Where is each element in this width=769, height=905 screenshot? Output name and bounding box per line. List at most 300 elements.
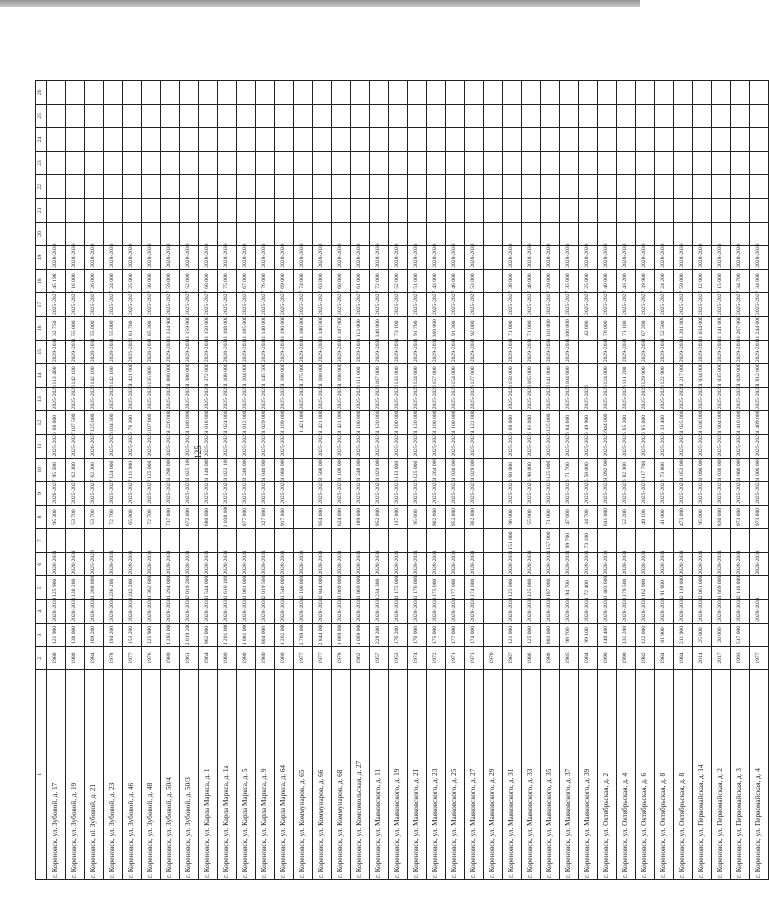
table-cell: 85 300 [142, 316, 161, 340]
table-cell: 2025-2026 [47, 387, 66, 411]
table-cell [484, 128, 503, 152]
address-cell: г. Кореновск, ул. Первомайская, д. 2 [712, 669, 731, 879]
table-cell [541, 151, 560, 175]
table-cell: 2025-2026 [446, 387, 465, 411]
year-cell: 1986 [522, 647, 541, 670]
column-number-5: 5 [36, 576, 47, 600]
table-cell [275, 151, 294, 175]
table-cell [484, 600, 503, 624]
table-cell: 2025-2026 [313, 482, 332, 506]
table-cell: 1 053 000 [674, 458, 693, 482]
table-cell: 2025-2026 [123, 387, 142, 411]
table-cell [750, 623, 769, 647]
table-row [66, 81, 85, 880]
address-cell: г. Кореновск, ул. Первомайская, д. 14 [693, 669, 712, 879]
table-cell [560, 175, 579, 199]
table-cell: 2025-2027 [47, 293, 66, 317]
table-cell: 2028-2030 [237, 246, 256, 270]
table-cell: 2025-2026 [332, 434, 351, 458]
table-cell [427, 81, 446, 105]
table-cell [579, 104, 598, 128]
table-cell [294, 81, 313, 105]
table-cell: 641 000 [598, 505, 617, 529]
table-cell: 60 000 [503, 411, 522, 435]
table-cell: 1 175 000 [389, 576, 408, 600]
table-cell [313, 104, 332, 128]
table-cell: 53 700 [66, 505, 85, 529]
table-cell: 962 000 [199, 623, 218, 647]
table-cell: 67 200 [636, 316, 655, 340]
table-cell: 100 000 [560, 316, 579, 340]
table-cell: 65 800 [123, 505, 142, 529]
table-cell: 830 000 [712, 505, 731, 529]
table-cell [731, 175, 750, 199]
table-cell: 1 004 000 [712, 411, 731, 435]
table-cell: 1 034 000 [693, 316, 712, 340]
table-cell: 2025-2027 [731, 293, 750, 317]
table-cell: 242 200 [123, 576, 142, 600]
table-cell: 2028-2031 [408, 552, 427, 576]
table-cell: 46 000 [446, 269, 465, 293]
table-cell: 1 610 100 [218, 576, 237, 600]
table-cell: 2025-2026 [522, 434, 541, 458]
table-cell: 68 000 [199, 269, 218, 293]
table-cell [332, 222, 351, 246]
table-cell: 174 000 [465, 623, 484, 647]
table-cell [199, 529, 218, 553]
address-cell: г. Кореновск, ул. Карла Маркса, д. 1 [199, 669, 218, 879]
table-cell: 2 118 000 [674, 576, 693, 600]
table-cell [351, 128, 370, 152]
address-cell: г. Кореновск, ул. Маяковского, д. 29 [484, 669, 503, 879]
table-cell: 2028-2031 [579, 600, 598, 624]
table-cell [484, 576, 503, 600]
table-cell [237, 175, 256, 199]
year-cell: 1977 [294, 647, 313, 670]
table-cell [484, 175, 503, 199]
table-cell [142, 199, 161, 223]
table-cell: 2025-2026 [446, 434, 465, 458]
table-cell: 2025-2026 [674, 434, 693, 458]
table-cell: 2025-2026 [275, 482, 294, 506]
address-cell: г. Кореновск, ул. Зубовой, д. 17 [47, 669, 66, 879]
table-cell: 38 000 [503, 269, 522, 293]
table-cell: 1 201 000 [674, 316, 693, 340]
table-cell: 2028-2031 [465, 552, 484, 576]
table-cell [484, 316, 503, 340]
table-cell: 2028-2030 [142, 246, 161, 270]
table-cell [465, 175, 484, 199]
year-cell: 1977 [123, 647, 142, 670]
table-cell: 2 844 000 [313, 576, 332, 600]
table-cell: 2 116 000 [731, 576, 750, 600]
table-cell [522, 151, 541, 175]
address-cell: г. Кореновск, ул. Маяковского, д. 39 [579, 669, 598, 879]
table-cell: 76 000 [256, 269, 275, 293]
table-cell: 2029-2031 [237, 340, 256, 364]
table-cell [351, 151, 370, 175]
table-row [750, 81, 769, 880]
table-cell: 107 500 [66, 411, 85, 435]
table-cell: 138 000 [66, 623, 85, 647]
table-cell [313, 128, 332, 152]
table-cell: 2025-2026 [275, 387, 294, 411]
column-number-11: 11 [36, 434, 47, 458]
table-cell [484, 434, 503, 458]
table-cell [180, 128, 199, 152]
table-cell [332, 81, 351, 105]
table-cell: 2028-2031 [218, 600, 237, 624]
address-cell: г. Кореновск, ул. Октябрьская, д. 2 [598, 669, 617, 879]
table-cell [731, 81, 750, 105]
table-cell: 33 400 [655, 411, 674, 435]
address-cell: г. Кореновск, ул. Октябрьская, д. 8 [655, 669, 674, 879]
table-cell: 111 900 [123, 458, 142, 482]
table-cell: 2025-2027 [66, 434, 85, 458]
table-cell: 1 201 000 [218, 623, 237, 647]
table-cell: 2025-2026 [370, 434, 389, 458]
table-cell: 2025-2026 [199, 482, 218, 506]
table-cell: 20 000 [712, 623, 731, 647]
table-cell [427, 175, 446, 199]
table-cell [560, 128, 579, 152]
table-cell: 2028-2031 [636, 552, 655, 576]
table-cell: 2025-2027 [674, 293, 693, 317]
table-cell: 2028-2030 [313, 246, 332, 270]
table-cell [104, 81, 123, 105]
table-cell [351, 175, 370, 199]
table-row [161, 81, 180, 880]
table-cell: 2029-2031 [446, 340, 465, 364]
year-cell: 1978 [332, 647, 351, 670]
table-cell [332, 199, 351, 223]
table-cell: 2028-2030 [655, 246, 674, 270]
table-cell: 2029-2031 [541, 340, 560, 364]
table-cell: 2029-2031 [199, 340, 218, 364]
table-cell: 1 141 000 [712, 316, 731, 340]
table-cell [218, 175, 237, 199]
table-cell [636, 81, 655, 105]
table-cell [294, 505, 313, 529]
table-cell: 2029-2031 [598, 340, 617, 364]
table-cell [674, 199, 693, 223]
table-cell: 2025-2026 [560, 434, 579, 458]
table-cell: 107 000 [142, 411, 161, 435]
table-cell: 2028-2031 [85, 340, 104, 364]
table-cell: 2028-2030 [636, 246, 655, 270]
table-cell: 1 140 000 [199, 458, 218, 482]
table-cell [256, 222, 275, 246]
table-cell: 2025-2026 [712, 434, 731, 458]
table-cell: 41 000 [655, 505, 674, 529]
table-cell: 71 700 [560, 458, 579, 482]
table-cell [503, 128, 522, 152]
table-cell [389, 199, 408, 223]
table-cell: 2028-2030 [731, 246, 750, 270]
column-number-2: 2 [36, 647, 47, 670]
column-number-12: 12 [36, 411, 47, 435]
table-cell: 43 000 [427, 269, 446, 293]
table-cell: 2028-2031 [180, 600, 199, 624]
table-cell [370, 151, 389, 175]
table-cell [541, 104, 560, 128]
table-cell: 2025-2027 [541, 293, 560, 317]
table-cell [389, 81, 408, 105]
table-cell: 2025-2027 [85, 293, 104, 317]
table-cell: 2025-2026 [313, 387, 332, 411]
table-cell: 1 421 000 [332, 411, 351, 435]
column-number-20: 20 [36, 222, 47, 246]
table-cell [408, 175, 427, 199]
table-cell: 187 000 [541, 576, 560, 600]
table-cell [446, 222, 465, 246]
table-cell: 2028-2031 [47, 600, 66, 624]
address-cell: г. Кореновск, ул. Октябрьская, д. 8 [674, 669, 693, 879]
table-cell: 49 100 [636, 505, 655, 529]
address-cell: г. Кореновск, ул. Маяковского, д. 23 [427, 669, 446, 879]
table-row [636, 81, 655, 880]
column-number-13: 13 [36, 387, 47, 411]
table-cell: 2025-2027 [750, 293, 769, 317]
table-cell: 2029-2031 [275, 340, 294, 364]
table-cell [484, 387, 503, 411]
table-cell: 473 000 [674, 505, 693, 529]
table-cell: 2028-2030 [294, 246, 313, 270]
table-cell: 2029-2031 [617, 340, 636, 364]
year-cell: 1985 [560, 647, 579, 670]
table-cell [199, 128, 218, 152]
table-cell: 1 108 000 [218, 364, 237, 388]
table-row [104, 81, 123, 880]
table-cell: 2028-2031 [693, 552, 712, 576]
table-cell: 1 248 000 [351, 458, 370, 482]
table-cell [503, 151, 522, 175]
table-cell: 2028-2031 [598, 600, 617, 624]
table-cell: 2028-2031 [674, 552, 693, 576]
year-cell: 1961 [180, 647, 199, 670]
table-cell: 2025-2027 [104, 482, 123, 506]
year-cell: 1988 [66, 647, 85, 670]
table-cell: 2025-2027 [199, 293, 218, 317]
table-cell [332, 128, 351, 152]
table-cell: 2025-2028 [85, 552, 104, 576]
year-cell: 1993 [731, 647, 750, 670]
table-cell [617, 222, 636, 246]
table-cell [370, 128, 389, 152]
table-cell [66, 128, 85, 152]
table-cell: 2025-2026 [503, 434, 522, 458]
address-cell: г. Кореновск, ул. Маяковского, д. 19 [389, 669, 408, 879]
column-number-19: 19 [36, 246, 47, 270]
table-cell [351, 104, 370, 128]
table-cell [85, 529, 104, 553]
year-cell: 1970 [484, 647, 503, 670]
table-cell: 1 421 000 [123, 364, 142, 388]
table-cell: 1 024 000 [218, 411, 237, 435]
table-cell [484, 411, 503, 435]
table-cell: 2028-2031 [199, 600, 218, 624]
table-cell: 2028-2031 [389, 600, 408, 624]
table-cell: 1 283 000 [161, 623, 180, 647]
table-cell [313, 151, 332, 175]
table-cell: 2025-2026 [161, 387, 180, 411]
column-number-row [36, 81, 47, 880]
table-cell [598, 222, 617, 246]
table-cell: 1 145 500 [256, 364, 275, 388]
table-cell: 1 036 000 [712, 458, 731, 482]
column-number-24: 24 [36, 128, 47, 152]
table-cell: 2028-2031 [579, 552, 598, 576]
table-cell: 952 000 [446, 505, 465, 529]
table-cell [123, 128, 142, 152]
table-cell: 2025-2027 [123, 482, 142, 506]
table-cell: 1 372 000 [199, 364, 218, 388]
table-cell [693, 104, 712, 128]
table-cell [465, 222, 484, 246]
table-cell: 962 000 [427, 505, 446, 529]
table-cell: 84 600 [560, 411, 579, 435]
table-cell: 2025-2027 [142, 482, 161, 506]
table-cell: 98 000 [522, 458, 541, 482]
address-cell: г. Кореновск, ул. Карла Маркса, д. 64 [275, 669, 294, 879]
table-cell: 2028-2031 [370, 552, 389, 576]
table-cell [446, 175, 465, 199]
table-cell: 71 100 [617, 316, 636, 340]
table-cell: 1 140 000 [256, 316, 275, 340]
table-cell: 111 200 [617, 364, 636, 388]
table-cell: 125 900 [47, 576, 66, 600]
table-cell [674, 151, 693, 175]
table-cell: 157 000 [541, 529, 560, 553]
table-cell [237, 222, 256, 246]
table-cell [484, 364, 503, 388]
table-cell: 60 000 [332, 269, 351, 293]
table-cell [427, 199, 446, 223]
table-cell [674, 104, 693, 128]
table-cell: 25 000 [693, 623, 712, 647]
table-cell [161, 104, 180, 128]
table-cell: 75 000 [218, 269, 237, 293]
table-cell [256, 529, 275, 553]
table-row [180, 81, 199, 880]
table-cell: 72 700 [142, 505, 161, 529]
table-cell: 179 500 [617, 576, 636, 600]
table-cell: 2028-2031 [294, 552, 313, 576]
table-cell [294, 104, 313, 128]
table-cell: 2025-2026 [598, 434, 617, 458]
table-cell [655, 104, 674, 128]
table-cell [256, 128, 275, 152]
table-cell: 91 700 [408, 316, 427, 340]
table-cell: 2025-2026 [636, 387, 655, 411]
table-cell [294, 222, 313, 246]
year-cell: 1974 [408, 647, 427, 670]
table-cell [275, 175, 294, 199]
table-row [370, 81, 389, 880]
table-row [655, 81, 674, 880]
table-cell: 52 200 [617, 505, 636, 529]
table-cell [598, 199, 617, 223]
table-cell: 2025-2027 [370, 293, 389, 317]
table-cell: 71 000 [503, 316, 522, 340]
table-cell [617, 81, 636, 105]
table-cell [389, 222, 408, 246]
table-cell [47, 175, 66, 199]
table-cell [332, 151, 351, 175]
table-cell: 2026-2027 [47, 482, 66, 506]
table-cell [674, 175, 693, 199]
table-cell: 1 108 000 [218, 316, 237, 340]
table-cell [218, 81, 237, 105]
table-cell: 1 025 000 [674, 411, 693, 435]
table-cell: 2025-2026 [598, 482, 617, 506]
table-cell [180, 222, 199, 246]
table-cell: 2028-2031 [332, 600, 351, 624]
table-cell: 59 000 [161, 269, 180, 293]
table-cell [180, 175, 199, 199]
table-cell: 2025-2026 [123, 434, 142, 458]
table-cell [142, 529, 161, 553]
table-cell: 2029-2031 [66, 340, 85, 364]
table-cell: 1 040 000 [256, 458, 275, 482]
table-cell [636, 104, 655, 128]
table-cell [674, 222, 693, 246]
table-cell: 60 000 [503, 458, 522, 482]
table-cell: 175 000 [427, 623, 446, 647]
table-cell: 2028-2030 [693, 246, 712, 270]
table-cell: 95 600 [408, 505, 427, 529]
table-cell [218, 128, 237, 152]
table-cell: 1 038 000 [218, 505, 237, 529]
table-cell: 1 012 000 [750, 364, 769, 388]
table-cell: 1 421 000 [294, 411, 313, 435]
table-row [85, 81, 104, 880]
table-cell: 2028-2031 [142, 340, 161, 364]
table-cell: 2025-2026 [104, 387, 123, 411]
table-cell [66, 199, 85, 223]
address-cell: г. Кореновск, ул. Карла Маркса, д. 9 [256, 669, 275, 879]
table-cell: 2025-2027 [427, 293, 446, 317]
table-cell [579, 81, 598, 105]
table-cell: 142 100 [66, 364, 85, 388]
table-row [484, 81, 503, 880]
table-cell: 2028-2031 [123, 552, 142, 576]
table-cell: 1 187 000 [332, 316, 351, 340]
table-cell [560, 151, 579, 175]
table-cell: 2025-2027 [313, 293, 332, 317]
table-cell: 2025-2027 [66, 293, 85, 317]
table-cell [465, 104, 484, 128]
table-cell [142, 222, 161, 246]
housing-repair-table [35, 80, 769, 880]
table-cell: 2025-2027 [332, 293, 351, 317]
table-cell: 2028-2030 [47, 246, 66, 270]
table-cell [617, 104, 636, 128]
table-cell [617, 529, 636, 553]
table-row [560, 81, 579, 880]
table-cell: 81 700 [123, 316, 142, 340]
table-cell [332, 529, 351, 553]
table-row [503, 81, 522, 880]
table-cell: 2 844 000 [313, 623, 332, 647]
table-cell: 124 000 [104, 458, 123, 482]
address-cell: г. Кореновск, ул. Коммунаров, д. 68 [332, 669, 351, 879]
table-cell: 111 000 [351, 364, 370, 388]
address-cell: г. Кореновск, ул. Зубовой, д. 23 [104, 669, 123, 879]
table-cell [598, 81, 617, 105]
table-cell [389, 151, 408, 175]
table-cell [446, 151, 465, 175]
